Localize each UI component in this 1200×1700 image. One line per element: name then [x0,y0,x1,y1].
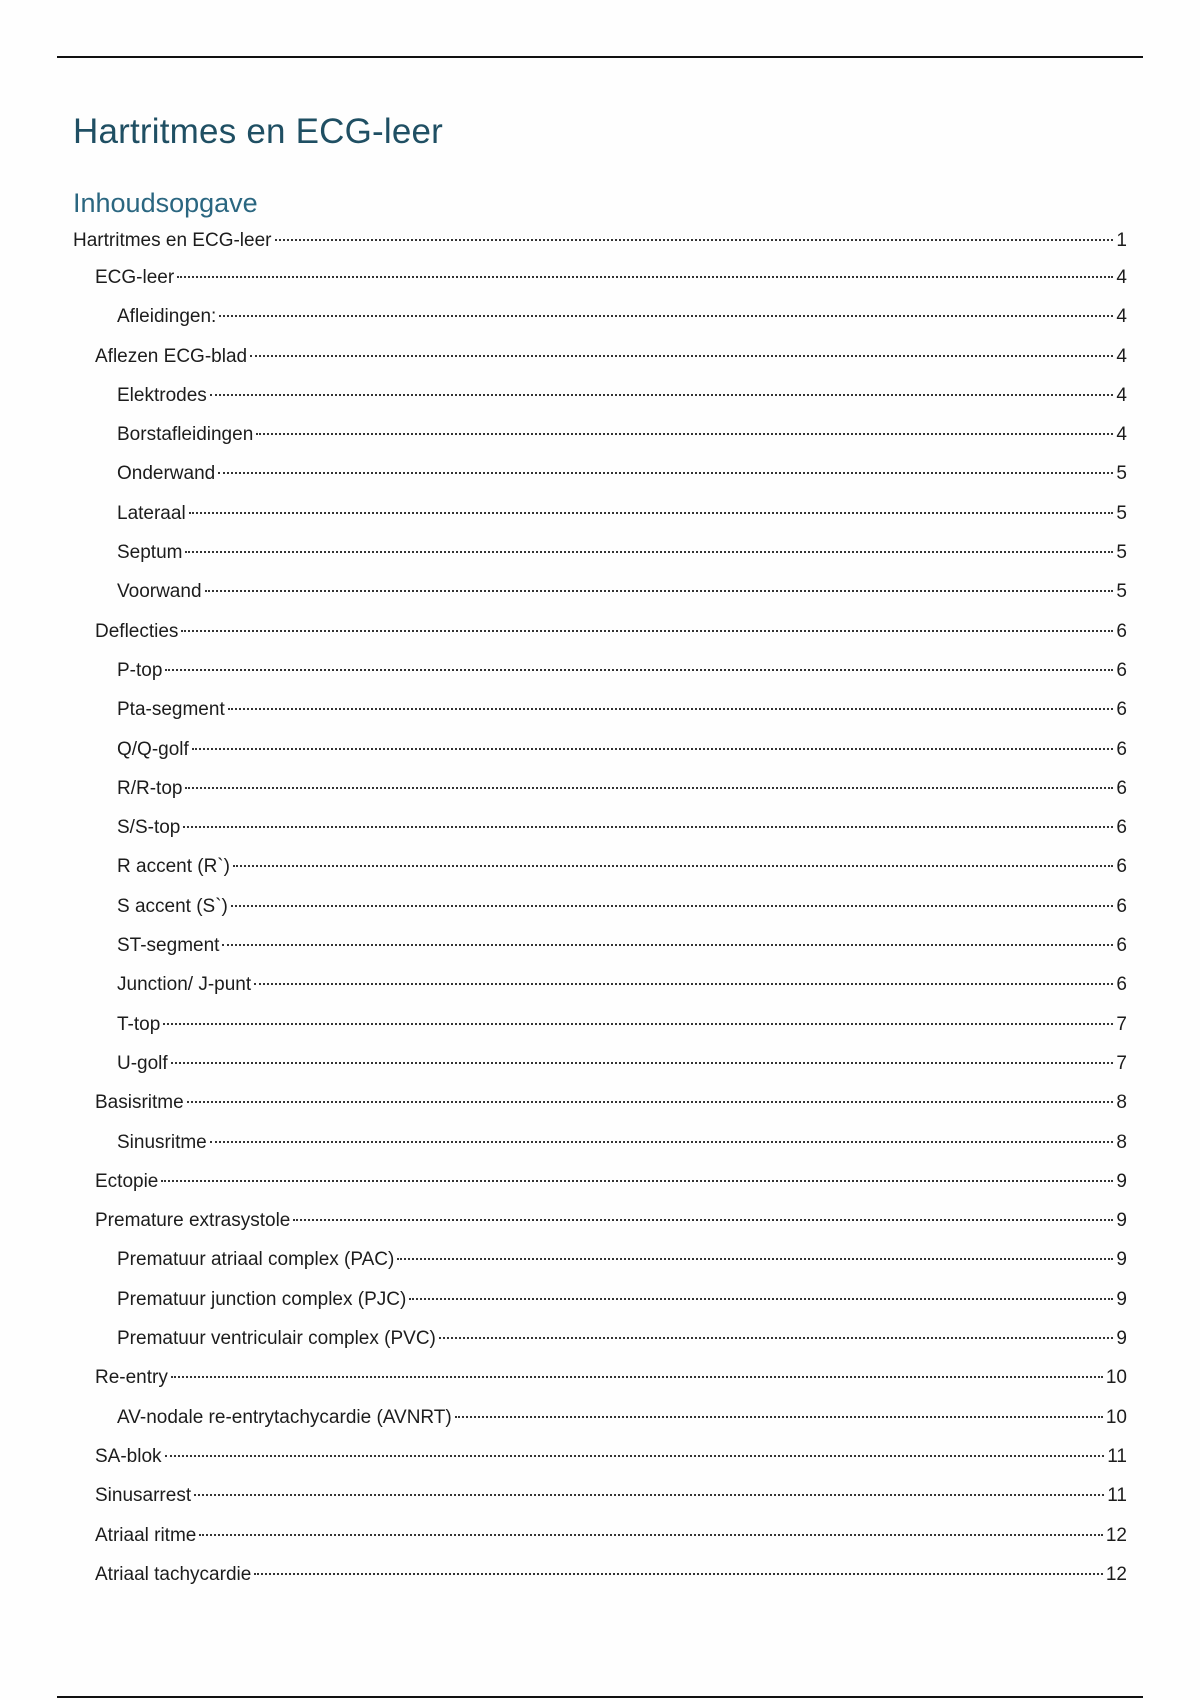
toc-dot-leader [233,865,1113,867]
toc-entry-page-number: 5 [1116,542,1127,564]
toc-dot-leader [165,669,1113,671]
toc-entry[interactable] [73,1476,1127,1515]
toc-entry-label: Deflecties [95,620,179,642]
toc-dot-leader [275,239,1114,241]
toc-entry[interactable] [73,1555,1127,1594]
toc-entry-page-number: 6 [1116,777,1127,799]
toc-entry-label: AV-nodale re-entrytachycardie (AVNRT) [117,1406,452,1428]
toc-entry-page-number: 11 [1107,1445,1127,1467]
toc-entry-page-number: 6 [1116,620,1127,642]
toc-entry[interactable] [73,1358,1127,1397]
page-title: Hartritmes en ECG-leer [73,112,444,151]
toc-dot-leader [205,590,1114,592]
toc-dot-leader [194,1494,1104,1496]
toc-entry-page-number: 11 [1107,1485,1127,1507]
toc-dot-leader [189,512,1114,514]
toc-entry[interactable] [73,454,1127,493]
toc-dot-leader [293,1219,1113,1221]
toc-dot-leader [181,630,1113,632]
toc-entry-label: Borstafleidingen [117,424,254,446]
toc-entry-page-number: 5 [1116,502,1127,524]
toc-dot-leader [185,551,1113,553]
toc-entry-page-number: 7 [1116,1052,1127,1074]
footer-rule [57,1696,1143,1698]
toc-dot-leader [183,826,1113,828]
toc-dot-leader [218,472,1113,474]
toc-entry-label: Re-entry [95,1367,168,1389]
toc-entry-page-number: 12 [1105,1524,1127,1546]
table-of-contents [73,223,1127,1594]
header-rule [57,56,1143,58]
toc-entry-page-number: 4 [1116,267,1127,288]
toc-entry[interactable] [73,1437,1127,1476]
toc-dot-leader [228,708,1114,710]
toc-entry[interactable] [73,572,1127,611]
toc-entry[interactable] [73,1240,1127,1279]
toc-dot-leader [165,1455,1105,1457]
toc-entry[interactable] [73,337,1127,376]
toc-dot-leader [409,1298,1113,1300]
toc-entry-page-number: 5 [1116,463,1127,485]
toc-entry-label: ECG-leer [95,267,175,288]
toc-entry[interactable] [73,730,1127,769]
toc-dot-leader [231,905,1114,907]
toc-entry-label: Sinusritme [117,1131,207,1153]
toc-entry-page-number: 8 [1116,1092,1127,1114]
toc-entry-page-number: 6 [1116,659,1127,681]
toc-entry[interactable] [73,376,1127,415]
toc-dot-leader [161,1180,1113,1182]
toc-entry-label: R/R-top [117,777,183,799]
toc-entry[interactable] [73,808,1127,847]
toc-entry-label: S/S-top [117,817,181,839]
toc-dot-leader [199,1534,1103,1536]
toc-entry-label: Prematuur junction complex (PJC) [117,1288,407,1310]
toc-entry-label: Sinusarrest [95,1485,192,1507]
toc-entry-label: R accent (R`) [117,856,230,878]
toc-entry[interactable] [73,847,1127,886]
toc-entry[interactable] [73,258,1127,297]
toc-entry[interactable] [73,651,1127,690]
toc-entry-label: Pta-segment [117,699,225,721]
toc-entry-label: S accent (S`) [117,895,228,917]
toc-dot-leader [219,315,1113,317]
toc-dot-leader [210,1141,1114,1143]
toc-entry-page-number: 7 [1116,1013,1127,1035]
toc-entry[interactable] [73,1319,1127,1358]
toc-dot-leader [455,1416,1103,1418]
toc-entry[interactable] [73,1044,1127,1083]
toc-dot-leader [185,787,1113,789]
toc-entry-label: Premature extrasystole [95,1210,291,1232]
toc-entry-page-number: 8 [1116,1131,1127,1153]
toc-entry[interactable] [73,612,1127,651]
toc-entry-label: Voorwand [117,581,202,603]
toc-dot-leader [163,1023,1113,1025]
toc-entry-page-number: 6 [1116,974,1127,996]
toc-entry-label: U-golf [117,1052,168,1074]
toc-dot-leader [171,1062,1114,1064]
toc-entry-label: Atriaal tachycardie [95,1563,252,1585]
toc-entry[interactable] [73,1162,1127,1201]
toc-entry[interactable] [73,494,1127,533]
toc-entry[interactable] [73,1123,1127,1162]
toc-entry-page-number: 9 [1116,1210,1127,1232]
toc-entry-page-number: 4 [1116,345,1127,367]
toc-entry-page-number: 9 [1116,1328,1127,1350]
toc-entry[interactable] [73,1083,1127,1122]
toc-dot-leader [254,1573,1103,1575]
toc-entry-label: Q/Q-golf [117,738,189,760]
toc-dot-leader [210,394,1114,396]
toc-heading: Inhoudsopgave [73,188,258,218]
toc-entry-label: Atriaal ritme [95,1524,197,1546]
toc-entry[interactable] [73,926,1127,965]
toc-entry[interactable] [73,223,1127,258]
toc-entry[interactable] [73,690,1127,729]
toc-dot-leader [177,276,1113,278]
toc-entry-page-number: 12 [1105,1563,1127,1585]
toc-entry-page-number: 6 [1116,856,1127,878]
toc-entry-page-number: 4 [1116,384,1127,406]
toc-dot-leader [439,1337,1114,1339]
toc-entry-label: Afleidingen: [117,306,217,328]
toc-entry[interactable] [73,415,1127,454]
toc-dot-leader [256,433,1113,435]
toc-entry[interactable] [73,1005,1127,1044]
toc-entry[interactable] [73,1398,1127,1437]
toc-entry-page-number: 6 [1116,817,1127,839]
toc-entry-page-number: 9 [1116,1288,1127,1310]
toc-entry-label: Onderwand [117,463,216,485]
toc-dot-leader [171,1376,1103,1378]
toc-entry[interactable] [73,887,1127,926]
toc-entry-label: Junction/ J-punt [117,974,252,996]
toc-entry[interactable] [73,1516,1127,1555]
toc-entry-label: T-top [117,1013,161,1035]
toc-entry[interactable] [73,769,1127,808]
toc-entry-label: Basisritme [95,1092,184,1114]
toc-dot-leader [187,1101,1114,1103]
toc-dot-leader [222,944,1113,946]
toc-dot-leader [192,748,1114,750]
toc-entry-page-number: 6 [1116,699,1127,721]
toc-entry[interactable] [73,297,1127,336]
toc-entry-page-number: 4 [1116,424,1127,446]
toc-entry-label: Septum [117,542,183,564]
toc-entry-page-number: 10 [1105,1406,1127,1428]
toc-entry[interactable] [73,965,1127,1004]
toc-entry-label: Aflezen ECG-blad [95,345,248,367]
toc-entry-label: P-top [117,659,163,681]
toc-entry-label: Ectopie [95,1170,159,1192]
toc-entry-label: Lateraal [117,502,186,524]
toc-entry-page-number: 10 [1105,1367,1127,1389]
toc-entry[interactable] [73,1280,1127,1319]
toc-dot-leader [254,983,1113,985]
toc-entry-label: Elektrodes [117,384,207,406]
toc-entry-page-number: 5 [1116,581,1127,603]
toc-entry-page-number: 6 [1116,935,1127,957]
toc-entry-label: Prematuur ventriculair complex (PVC) [117,1328,436,1350]
toc-entry-page-number: 6 [1116,738,1127,760]
toc-entry-label: Prematuur atriaal complex (PAC) [117,1249,395,1271]
toc-entry-label: Hartritmes en ECG-leer [73,230,272,251]
toc-entry-label: SA-blok [95,1445,162,1467]
toc-entry-label: ST-segment [117,935,220,957]
toc-entry-page-number: 1 [1116,230,1127,251]
toc-entry-page-number: 4 [1116,306,1127,328]
toc-entry[interactable] [73,1201,1127,1240]
toc-entry-page-number: 6 [1116,895,1127,917]
toc-entry-page-number: 9 [1116,1249,1127,1271]
toc-dot-leader [397,1258,1113,1260]
toc-entry-page-number: 9 [1116,1170,1127,1192]
toc-entry[interactable] [73,533,1127,572]
toc-dot-leader [250,355,1113,357]
